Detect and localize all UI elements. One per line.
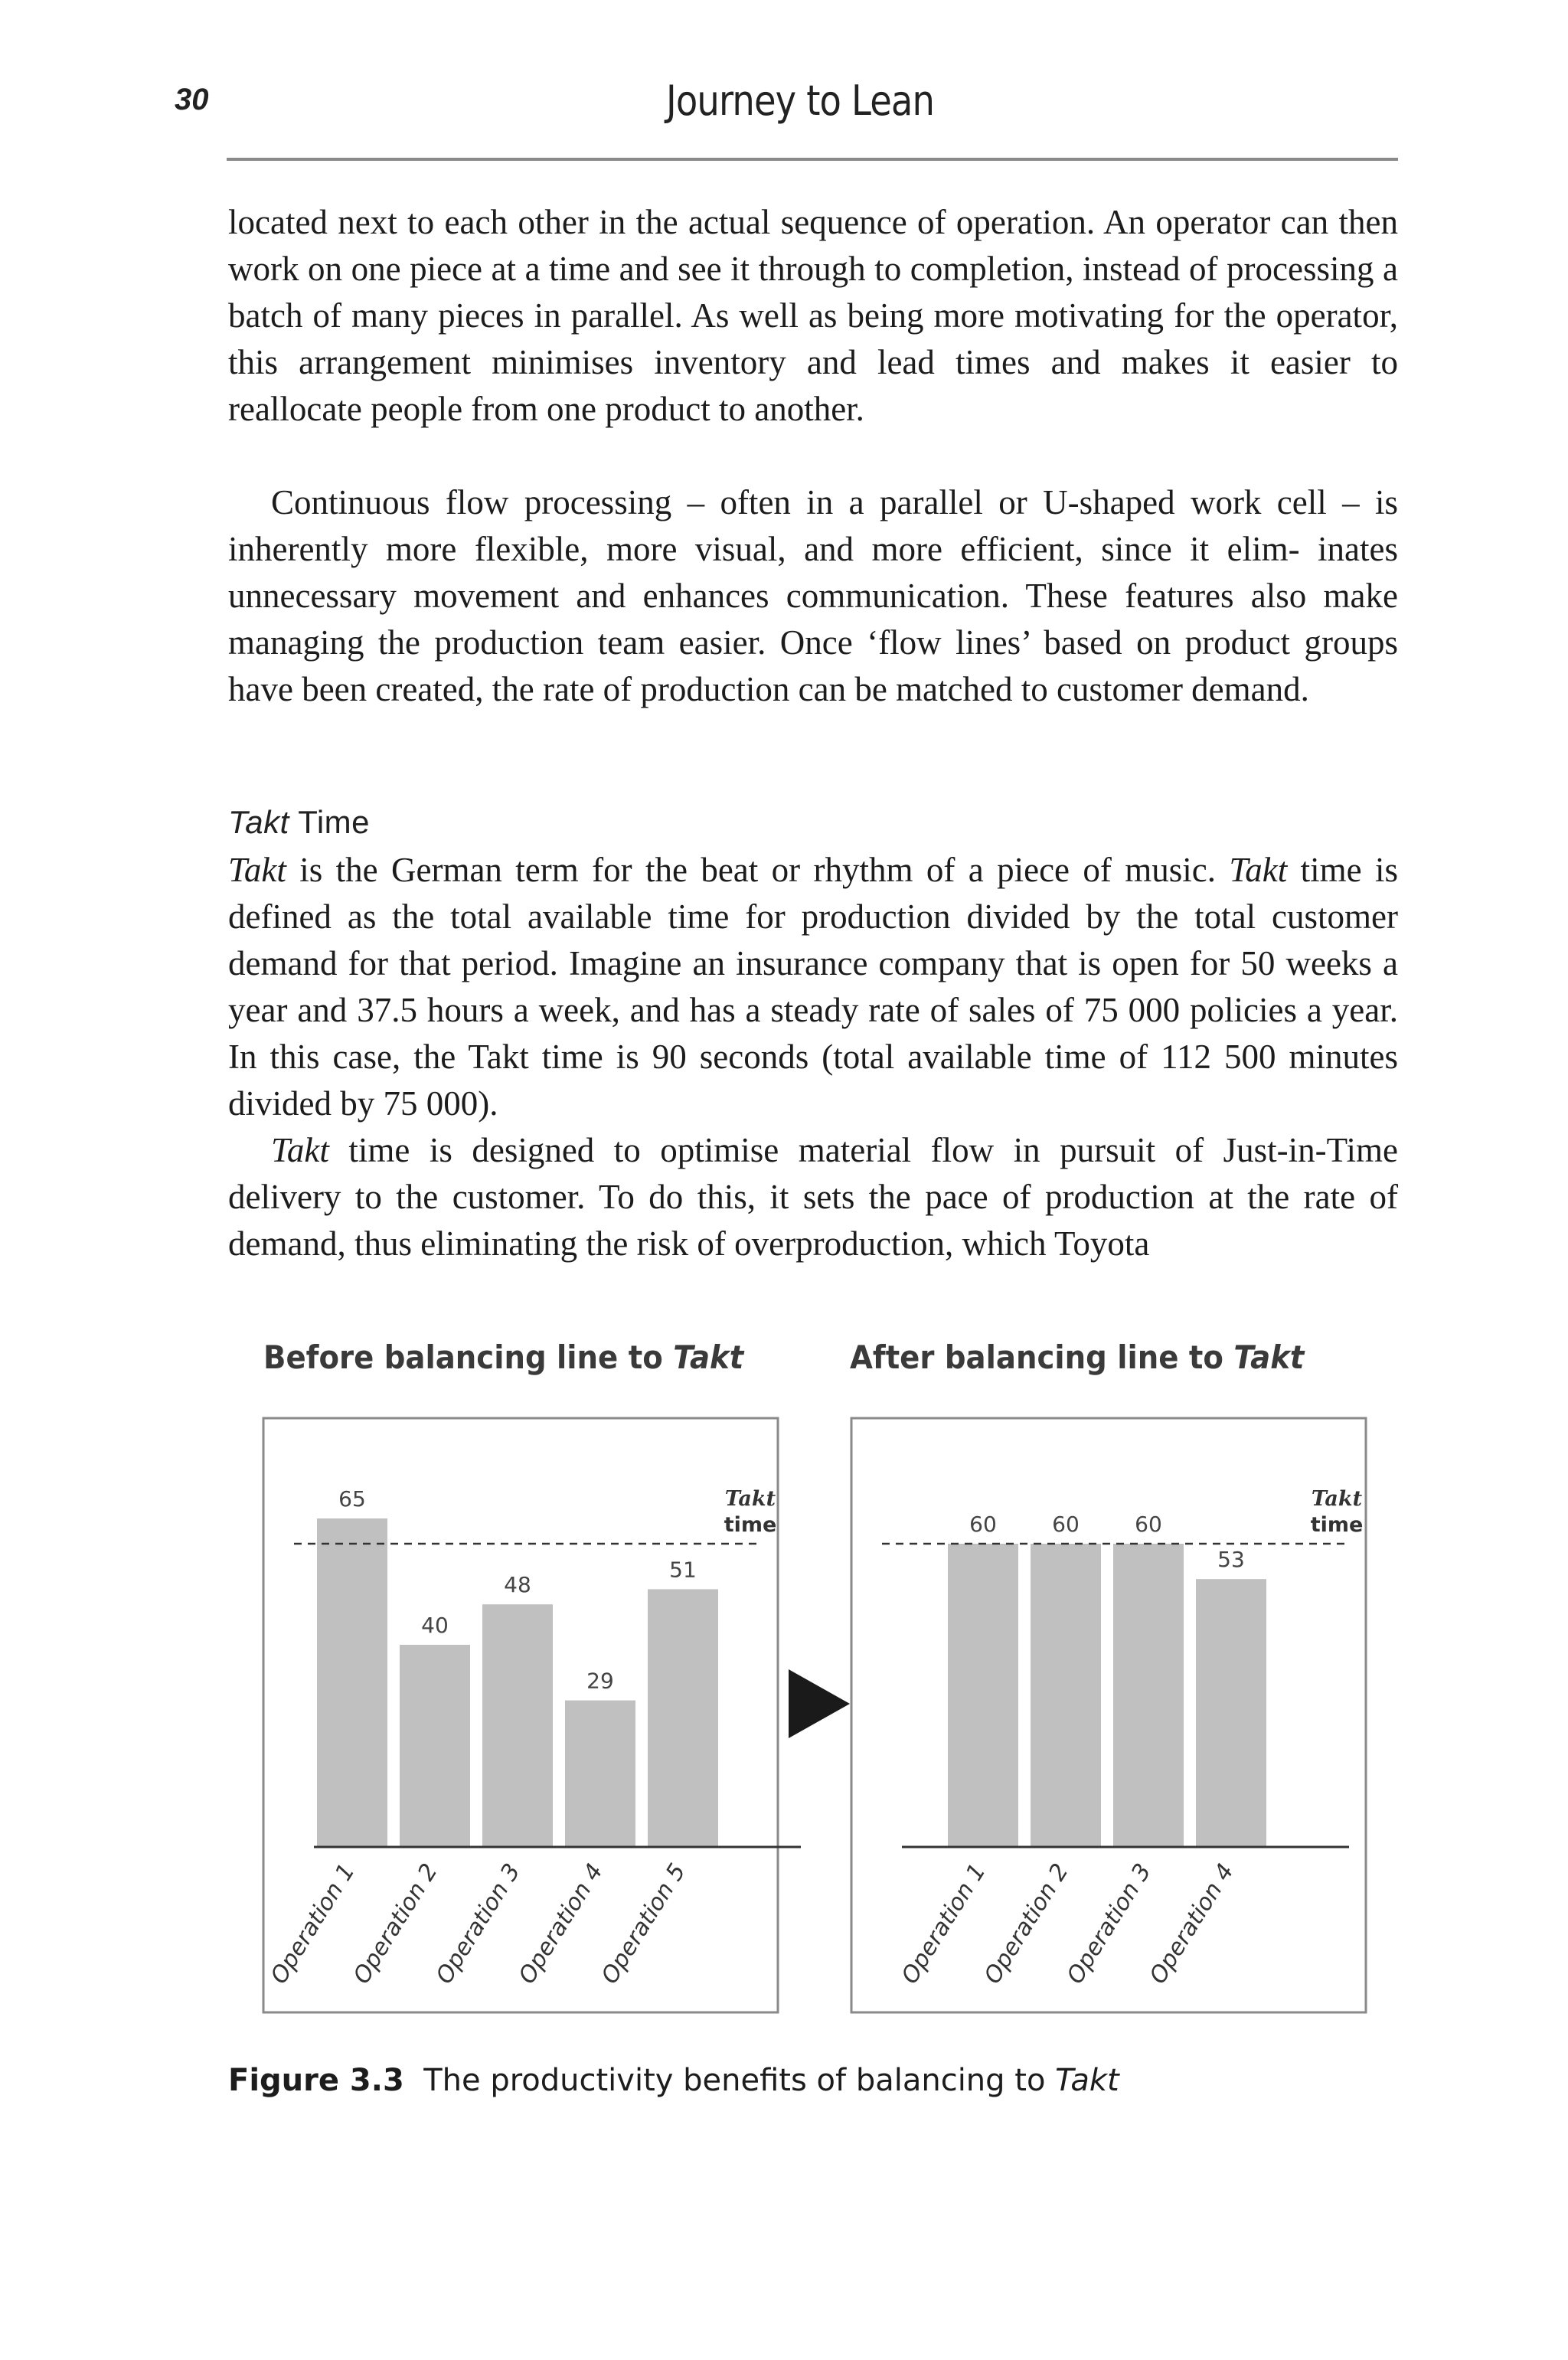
bar-value-label: 60 — [969, 1512, 997, 1537]
category-tick-label: Operation 3 — [430, 1858, 526, 1989]
chart-bar — [1196, 1579, 1266, 1847]
chart-bar — [482, 1604, 553, 1847]
category-tick-label: Operation 5 — [596, 1858, 691, 1989]
figure-label: Figure 3.3 — [228, 2063, 404, 2098]
chart-bar — [948, 1544, 1018, 1847]
section-heading-italic: Takt — [228, 804, 289, 840]
bar-value-label: 51 — [669, 1557, 697, 1583]
bar-value-label: 60 — [1135, 1512, 1162, 1537]
category-tick-label: Operation 4 — [513, 1858, 609, 1989]
chart-bar — [400, 1645, 470, 1847]
category-tick-label: Operation 2 — [348, 1858, 443, 1989]
bar-value-label: 60 — [1052, 1512, 1080, 1537]
body-paragraph: Continuous flow processing – often in a parallel or U-shaped work cell – is inherently more flexible, more visual, and more efficient, since it elim- inates unnecessary movement and enhances communication. These features also make managing the production team easier. Once ‘flow lines’ based on product groups have been created, the rate of production can be matched to customer demand. — [228, 483, 1398, 708]
arrow-right-icon — [789, 1669, 850, 1738]
chart-bar — [1113, 1544, 1184, 1847]
bar-value-label: 29 — [586, 1668, 614, 1694]
bar-value-label: 53 — [1217, 1547, 1245, 1573]
chart-bar — [1031, 1544, 1101, 1847]
section-heading-rest: Time — [289, 804, 371, 840]
chart-bar — [317, 1518, 387, 1847]
figure-caption-italic: Takt — [1055, 2063, 1119, 2098]
category-tick-label: Operation 1 — [265, 1858, 361, 1989]
bar-value-label: 65 — [338, 1486, 366, 1512]
takt-time-label: time — [724, 1513, 777, 1537]
takt-label: Takt — [1311, 1487, 1363, 1511]
chart-title-text: After balancing line to — [850, 1339, 1234, 1376]
category-tick-label: Operation 3 — [1061, 1858, 1157, 1989]
category-tick-label: Operation 2 — [978, 1858, 1074, 1989]
chart-after — [851, 1418, 1366, 2012]
category-tick-label: Operation 1 — [896, 1858, 991, 1989]
takt-term: Takt — [228, 851, 286, 889]
running-head: Journey to Lean — [666, 77, 935, 125]
takt-time-label: time — [1310, 1513, 1364, 1537]
page-number: 30 — [175, 83, 209, 116]
chart-title-text: Before balancing line to — [263, 1339, 674, 1376]
chart-bar — [648, 1589, 718, 1847]
body-paragraph: located next to each other in the actual sequence of operation. An operator can then work on one piece at a time and see it through to completion, instead of processing a batch of many pieces in parallel. As well as being more motivating for the operator, this arrangement minimises inventory and lead times and makes it easier to reallocate people from one product to another. — [228, 203, 1398, 428]
chart-title-italic: Takt — [1233, 1339, 1305, 1376]
takt-term: Takt — [271, 1131, 329, 1169]
bar-value-label: 48 — [504, 1572, 531, 1598]
paragraph-text: is the German term for the beat or rhythm of a piece of music. — [286, 851, 1230, 889]
chart-before — [263, 1418, 801, 2012]
takt-label: Takt — [724, 1487, 776, 1511]
bar-value-label: 40 — [421, 1613, 449, 1638]
chart-bar — [565, 1701, 635, 1847]
figure-caption — [228, 2063, 1119, 2098]
chart-title-italic: Takt — [673, 1339, 744, 1376]
takt-term: Takt — [1229, 851, 1288, 889]
category-tick-label: Operation 4 — [1144, 1858, 1240, 1989]
figure-caption-text: The productivity benefits of balancing to — [403, 2063, 1056, 2098]
paragraph-text: time is designed to optimise material flow in pursuit of Just-in-Time delivery to the customer. To do this, it sets the pace of production at the rate of demand, thus eliminating the risk of overproduction, which Toyota — [228, 1131, 1398, 1263]
paragraph-text: time is defined as the total available time for production divided by the total customer demand for that period. Imagine an insurance company that is open for 50 weeks a year and 37.5 hours a week, and has a steady rate of sales of 75 000 policies a year. In this case, the Takt time is 90 seconds (total available time of 112 500 minutes divided by 75 000). — [228, 851, 1398, 1123]
